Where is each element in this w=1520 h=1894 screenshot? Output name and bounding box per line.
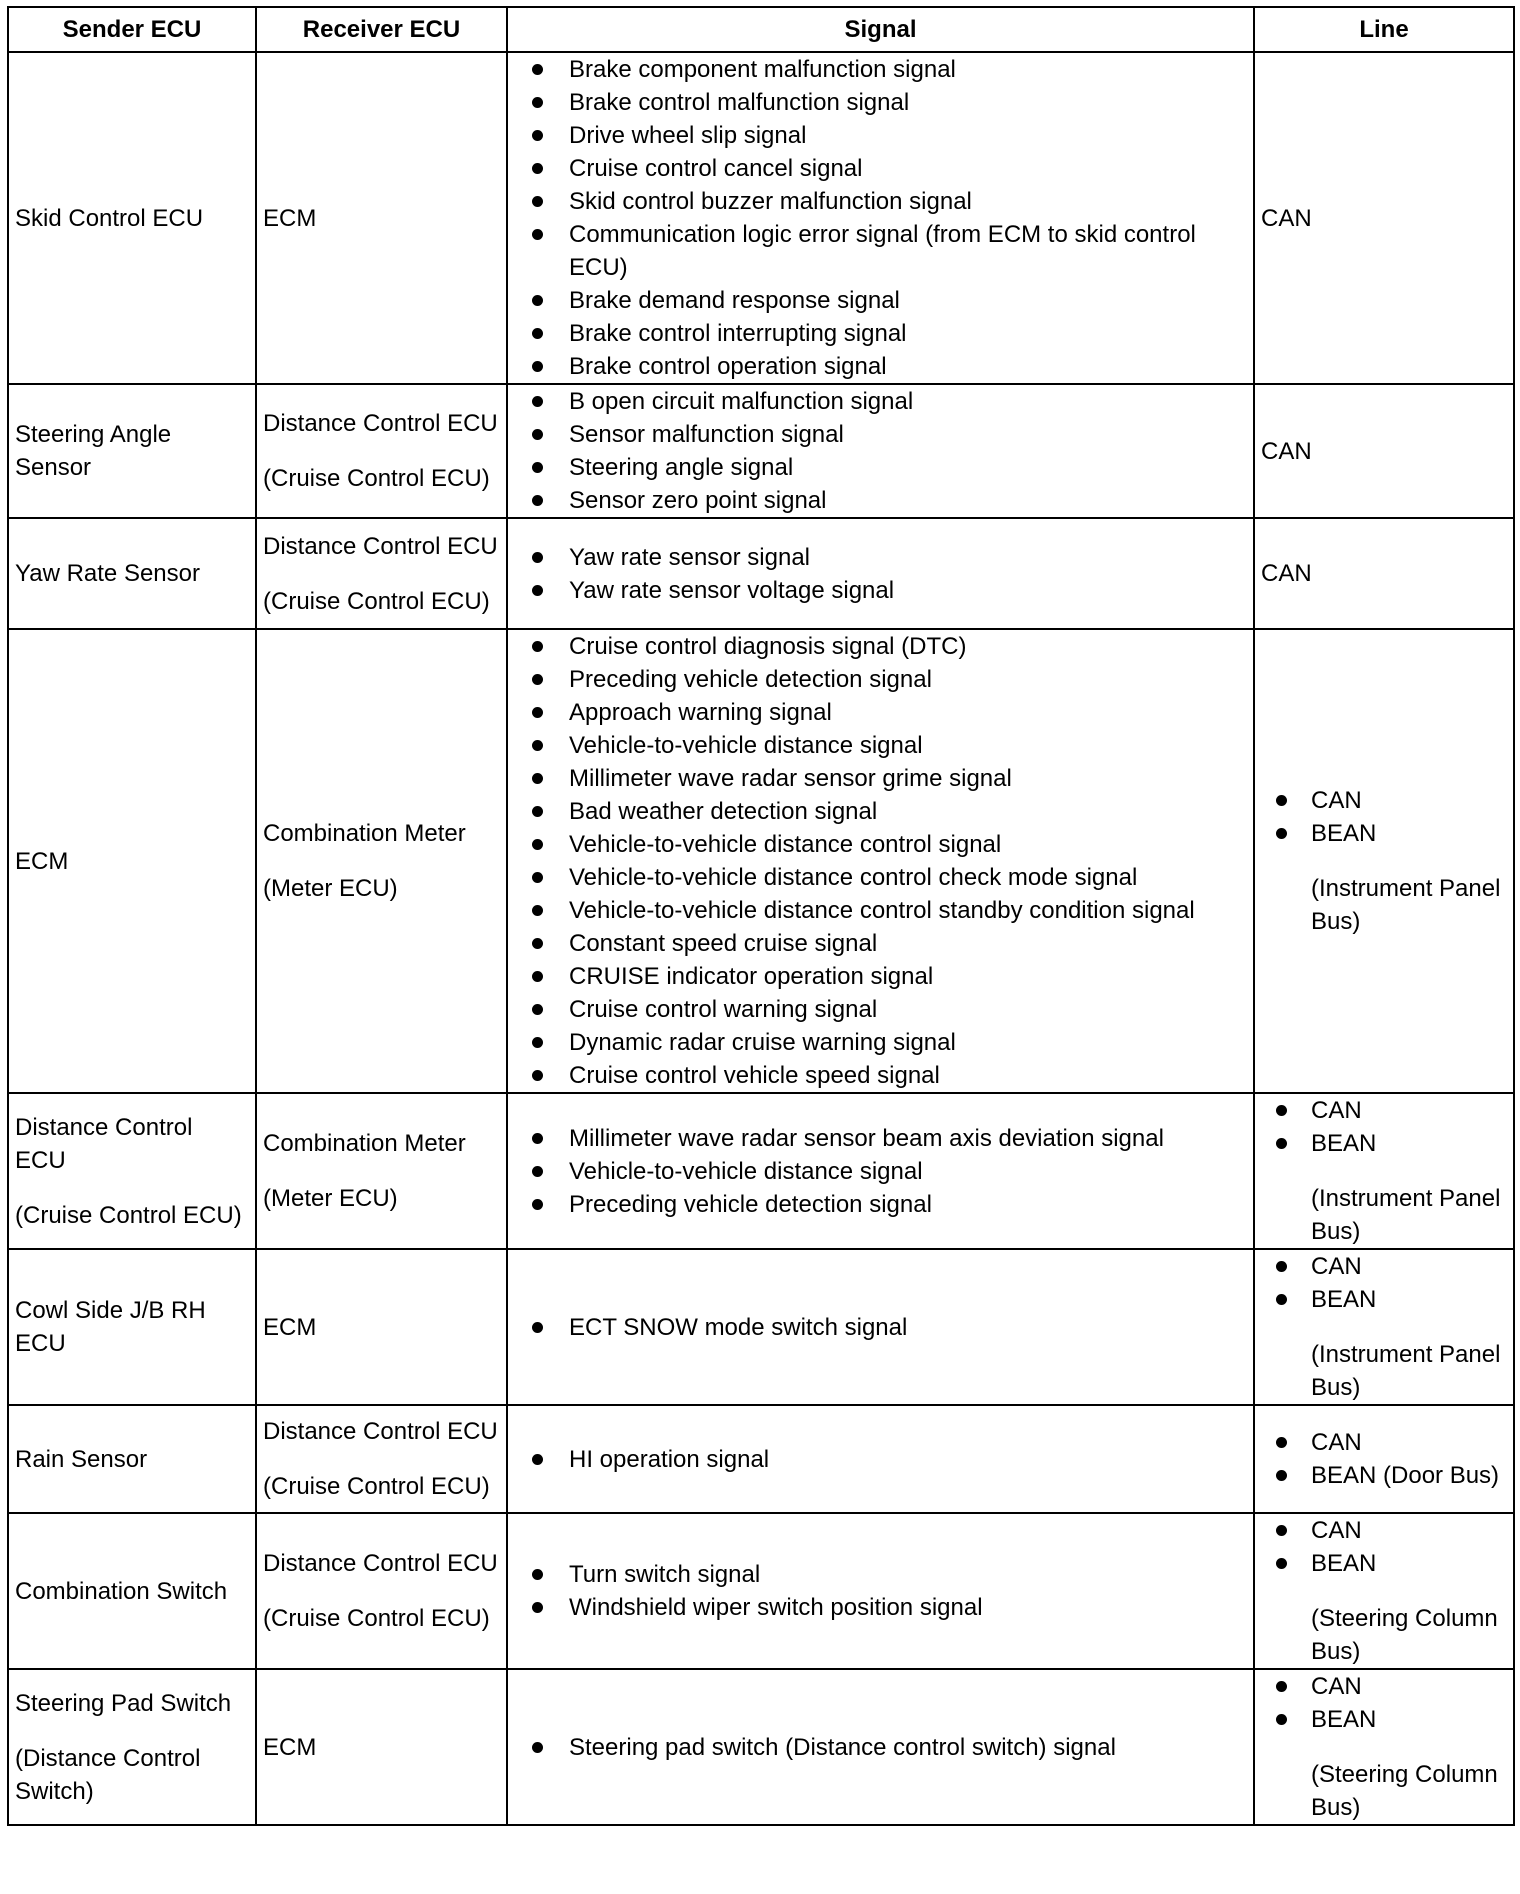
signal-item: Brake control malfunction signal xyxy=(514,86,1247,119)
header-signal: Signal xyxy=(507,7,1254,52)
signal-item: CRUISE indicator operation signal xyxy=(514,960,1247,993)
receiver-cell xyxy=(256,1669,507,1825)
signal-item: Vehicle-to-vehicle distance control standby condition signal xyxy=(514,894,1247,927)
signal-list xyxy=(514,385,1247,517)
line-cell xyxy=(1254,1405,1514,1513)
table-body xyxy=(8,52,1514,1825)
line-cell xyxy=(1254,1669,1514,1825)
sender-cell-text: (Distance Control Switch) xyxy=(15,1744,201,1805)
signal-item: Sensor malfunction signal xyxy=(514,418,1247,451)
line-item: CAN xyxy=(1261,1094,1507,1127)
line-note: (Instrument Panel Bus) xyxy=(1311,875,1501,935)
signal-item: Preceding vehicle detection signal xyxy=(514,663,1247,696)
line-text: CAN xyxy=(1261,204,1312,232)
header-line: Line xyxy=(1254,7,1514,52)
receiver-cell-text: Distance Control ECU xyxy=(263,1418,498,1445)
sender-cell-text: Steering Angle Sensor xyxy=(15,421,172,481)
signal-item: Vehicle-to-vehicle distance control signal xyxy=(514,828,1247,861)
receiver-cell xyxy=(256,1249,507,1405)
signal-item: Drive wheel slip signal xyxy=(514,119,1247,152)
signal-list xyxy=(514,1558,1247,1624)
header-receiver: Receiver ECU xyxy=(256,7,507,52)
table-header xyxy=(8,7,1514,52)
table-row xyxy=(8,1513,1514,1669)
receiver-cell-text: (Cruise Control ECU) xyxy=(263,1605,490,1632)
line-item: BEAN xyxy=(1261,1547,1507,1580)
sender-cell xyxy=(8,1405,256,1513)
signal-item: B open circuit malfunction signal xyxy=(514,385,1247,418)
receiver-cell xyxy=(256,1513,507,1669)
line-item: BEAN xyxy=(1261,1127,1507,1160)
line-item: CAN xyxy=(1261,1514,1507,1547)
receiver-cell-text: (Cruise Control ECU) xyxy=(263,1473,490,1500)
line-item: CAN xyxy=(1261,1670,1507,1703)
receiver-cell xyxy=(256,384,507,518)
receiver-cell xyxy=(256,629,507,1093)
signal-item: Millimeter wave radar sensor beam axis deviation signal xyxy=(514,1122,1247,1155)
signal-cell xyxy=(507,1405,1254,1513)
signal-item: Cruise control diagnosis signal (DTC) xyxy=(514,630,1247,663)
signal-item: Steering angle signal xyxy=(514,451,1247,484)
signal-cell xyxy=(507,384,1254,518)
table-row xyxy=(8,384,1514,518)
header-row xyxy=(8,7,1514,52)
signal-item: Cruise control vehicle speed signal xyxy=(514,1059,1247,1092)
receiver-cell-text: ECM xyxy=(263,1313,317,1341)
line-list xyxy=(1261,1426,1507,1492)
sender-cell xyxy=(8,518,256,629)
line-text: CAN xyxy=(1261,437,1312,465)
signal-item: HI operation signal xyxy=(514,1443,1247,1476)
paragraph-gap xyxy=(263,1160,500,1182)
receiver-cell-text: (Cruise Control ECU) xyxy=(263,587,490,615)
signal-item: Communication logic error signal (from ECM to skid control ECU) xyxy=(514,218,1247,284)
signal-list xyxy=(514,1311,1247,1344)
signal-item: Yaw rate sensor signal xyxy=(514,541,1247,574)
signal-item: Vehicle-to-vehicle distance signal xyxy=(514,1155,1247,1188)
paragraph-gap xyxy=(15,1720,249,1742)
line-item: BEAN xyxy=(1261,1283,1507,1316)
ecu-communication-table xyxy=(7,6,1515,1826)
receiver-cell-text: Distance Control ECU xyxy=(263,410,498,437)
line-text: CAN xyxy=(1261,560,1312,587)
table-row xyxy=(8,629,1514,1093)
line-cell xyxy=(1254,1249,1514,1405)
table-row xyxy=(8,1405,1514,1513)
signal-item: Windshield wiper switch position signal xyxy=(514,1591,1247,1624)
sender-cell xyxy=(8,1093,256,1249)
sender-cell-text: Steering Pad Switch xyxy=(15,1689,232,1717)
line-cell xyxy=(1254,384,1514,518)
signal-item: Millimeter wave radar sensor grime signal xyxy=(514,762,1247,795)
sender-cell-text: (Cruise Control ECU) xyxy=(15,1201,242,1229)
line-item: BEAN xyxy=(1261,1703,1507,1736)
sender-cell-text: Rain Sensor xyxy=(15,1445,148,1473)
signal-item: Yaw rate sensor voltage signal xyxy=(514,574,1247,607)
sender-cell-text: Cowl Side J/B RH ECU xyxy=(15,1297,206,1357)
receiver-cell xyxy=(256,1093,507,1249)
sender-cell xyxy=(8,1513,256,1669)
line-list xyxy=(1261,1670,1507,1736)
receiver-cell-text: (Meter ECU) xyxy=(263,1185,398,1212)
receiver-cell xyxy=(256,1405,507,1513)
signal-item: Steering pad switch (Distance control switch) signal xyxy=(514,1731,1247,1764)
sender-cell xyxy=(8,52,256,384)
sender-cell-text: Distance Control ECU xyxy=(15,1113,193,1174)
receiver-cell-text: ECM xyxy=(263,204,317,232)
paragraph-gap xyxy=(263,1448,500,1470)
signal-item: Brake control operation signal xyxy=(514,350,1247,383)
receiver-cell-text: Combination Meter xyxy=(263,1130,466,1157)
sender-cell-text: Skid Control ECU xyxy=(15,204,204,232)
signal-list xyxy=(514,1443,1247,1476)
paragraph-gap xyxy=(263,440,500,462)
paragraph-gap xyxy=(1261,1160,1507,1182)
signal-item: Sensor zero point signal xyxy=(514,484,1247,517)
paragraph-gap xyxy=(15,1177,249,1199)
signal-item: Brake component malfunction signal xyxy=(514,53,1247,86)
sender-cell-text: Yaw Rate Sensor xyxy=(15,560,200,587)
paragraph-gap xyxy=(1261,850,1507,872)
signal-list xyxy=(514,1122,1247,1221)
line-item: CAN xyxy=(1261,1426,1507,1459)
line-cell xyxy=(1254,1093,1514,1249)
signal-cell xyxy=(507,1513,1254,1669)
line-list xyxy=(1261,1094,1507,1160)
signal-item: Preceding vehicle detection signal xyxy=(514,1188,1247,1221)
receiver-cell-text: (Cruise Control ECU) xyxy=(263,465,490,492)
signal-list xyxy=(514,630,1247,1092)
line-note: (Instrument Panel Bus) xyxy=(1311,1185,1501,1245)
paragraph-gap xyxy=(263,1580,500,1602)
signal-item: Cruise control cancel signal xyxy=(514,152,1247,185)
paragraph-gap xyxy=(263,850,500,872)
signal-item: Vehicle-to-vehicle distance control check mode signal xyxy=(514,861,1247,894)
line-note: (Steering Column Bus) xyxy=(1311,1605,1498,1665)
signal-item: Constant speed cruise signal xyxy=(514,927,1247,960)
line-item: BEAN (Door Bus) xyxy=(1261,1459,1507,1492)
paragraph-gap xyxy=(1261,1580,1507,1602)
line-cell xyxy=(1254,518,1514,629)
receiver-cell-text: Distance Control ECU xyxy=(263,1550,498,1577)
signal-cell xyxy=(507,518,1254,629)
sender-cell xyxy=(8,1669,256,1825)
sender-cell-text: ECM xyxy=(15,847,69,875)
table-row xyxy=(8,52,1514,384)
line-list xyxy=(1261,1514,1507,1580)
signal-item: ECT SNOW mode switch signal xyxy=(514,1311,1247,1344)
sender-cell xyxy=(8,384,256,518)
paragraph-gap xyxy=(1261,1316,1507,1338)
signal-item: Skid control buzzer malfunction signal xyxy=(514,185,1247,218)
signal-cell xyxy=(507,1093,1254,1249)
signal-item: Dynamic radar cruise warning signal xyxy=(514,1026,1247,1059)
receiver-cell xyxy=(256,52,507,384)
paragraph-gap xyxy=(263,563,500,585)
signal-cell xyxy=(507,52,1254,384)
signal-item: Bad weather detection signal xyxy=(514,795,1247,828)
paragraph-gap xyxy=(1261,1736,1507,1758)
signal-cell xyxy=(507,1669,1254,1825)
line-list xyxy=(1261,784,1507,850)
line-note: (Steering Column Bus) xyxy=(1311,1761,1498,1821)
table-row xyxy=(8,518,1514,629)
header-sender: Sender ECU xyxy=(8,7,256,52)
receiver-cell-text: Combination Meter xyxy=(263,820,466,847)
receiver-cell-text: (Meter ECU) xyxy=(263,875,398,902)
signal-list xyxy=(514,53,1247,383)
line-cell xyxy=(1254,52,1514,384)
line-list xyxy=(1261,1250,1507,1316)
signal-item: Cruise control warning signal xyxy=(514,993,1247,1026)
signal-item: Brake demand response signal xyxy=(514,284,1247,317)
line-item: CAN xyxy=(1261,784,1507,817)
line-item: BEAN xyxy=(1261,817,1507,850)
sender-cell-text: Combination Switch xyxy=(15,1577,228,1605)
line-cell xyxy=(1254,1513,1514,1669)
signal-item: Vehicle-to-vehicle distance signal xyxy=(514,729,1247,762)
line-cell xyxy=(1254,629,1514,1093)
signal-cell xyxy=(507,1249,1254,1405)
line-item: CAN xyxy=(1261,1250,1507,1283)
receiver-cell-text: Distance Control ECU xyxy=(263,532,498,560)
table-row xyxy=(8,1093,1514,1249)
receiver-cell-text: ECM xyxy=(263,1733,317,1761)
signal-list xyxy=(514,1731,1247,1764)
sender-cell xyxy=(8,629,256,1093)
table-row xyxy=(8,1669,1514,1825)
sender-cell xyxy=(8,1249,256,1405)
signal-cell xyxy=(507,629,1254,1093)
signal-list xyxy=(514,541,1247,607)
signal-item: Approach warning signal xyxy=(514,696,1247,729)
signal-item: Turn switch signal xyxy=(514,1558,1247,1591)
line-note: (Instrument Panel Bus) xyxy=(1311,1341,1501,1401)
receiver-cell xyxy=(256,518,507,629)
signal-item: Brake control interrupting signal xyxy=(514,317,1247,350)
table-row xyxy=(8,1249,1514,1405)
